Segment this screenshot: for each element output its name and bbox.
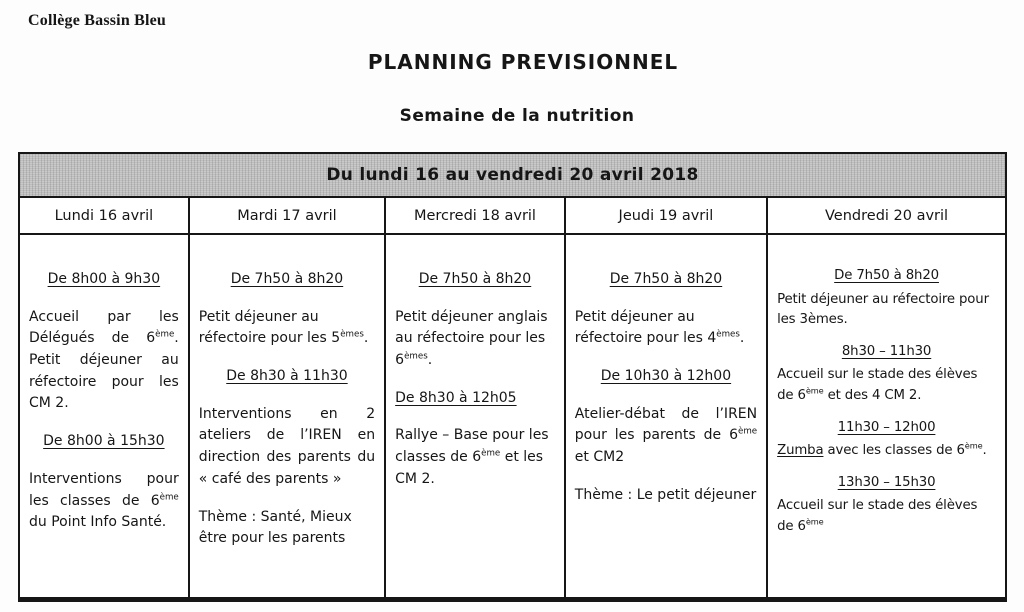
time-heading: De 8h00 à 15h30	[43, 433, 165, 450]
activity-text: Petit déjeuner au réfectoire pour les 3èmes.	[777, 291, 989, 328]
time-heading: 13h30 – 15h30	[837, 474, 936, 490]
time-heading: De 7h50 à 8h20	[834, 268, 939, 283]
activity-text: Interventions pour les classes de 6ème du Point Info Santé.	[29, 470, 179, 531]
activity-text: Atelier-débat de l’IREN pour les parents de 6ème et CM2	[574, 405, 758, 466]
activity-text: Thème : Le petit déjeuner	[574, 486, 757, 503]
day-header-3: Mercredi 18 avril	[385, 197, 565, 234]
activity-text: Accueil sur le stade des élèves de 6ème	[777, 498, 978, 535]
day-header-row	[19, 197, 1006, 234]
activity-text: Petit déjeuner au réfectoire pour les 5èmes.	[198, 308, 369, 347]
day-header-2: Mardi 17 avril	[189, 197, 385, 234]
day-column-3	[385, 234, 565, 600]
time-heading: De 8h30 à 12h05	[395, 389, 517, 406]
school-name: Collège Bassin Bleu	[28, 12, 167, 29]
time-heading: 11h30 – 12h00	[837, 419, 936, 435]
activity-text: Rallye – Base pour les classes de 6ème et les CM 2.	[395, 427, 549, 487]
day-column-2	[189, 234, 385, 600]
activity-text: Thème : Santé, Mieux être pour les parents	[198, 508, 352, 547]
schedule-body-row	[19, 234, 1006, 600]
time-heading: De 8h30 à 11h30	[226, 368, 348, 385]
activity-text: Petit déjeuner au réfectoire pour les 4èmes.	[574, 308, 745, 347]
time-heading: De 7h50 à 8h20	[609, 271, 723, 287]
time-heading: De 8h00 à 9h30	[47, 271, 161, 287]
time-heading: De 10h30 à 12h00	[600, 368, 732, 385]
day-header-5: Vendredi 20 avril	[767, 197, 1006, 234]
table-banner: Du lundi 16 au vendredi 20 avril 2018	[19, 153, 1006, 197]
day-header-4: Jeudi 19 avril	[565, 197, 767, 234]
planning-table	[18, 152, 1007, 602]
page-subtitle: Semaine de la nutrition	[399, 106, 635, 126]
activity-text: Accueil sur le stade des élèves de 6ème et des 4 CM 2.	[777, 367, 978, 404]
time-heading: De 7h50 à 8h20	[418, 271, 532, 287]
activity-text: Petit déjeuner anglais au réfectoire pour les 6èmes.	[395, 308, 548, 369]
time-heading: 8h30 – 11h30	[841, 343, 932, 359]
day-column-5	[767, 234, 1006, 600]
day-column-1	[19, 234, 189, 600]
activity-text: Zumba avec les classes de 6ème.	[777, 440, 987, 459]
time-heading: De 7h50 à 8h20	[230, 271, 344, 287]
page-title: PLANNING PREVISIONNEL	[367, 50, 679, 74]
day-column-4	[565, 234, 767, 600]
activity-text: Accueil par les Délégués de 6ème. Petit déjeuner au réfectoire pour les CM 2.	[29, 308, 179, 412]
activity-text: Interventions en 2 ateliers de l’IREN en direction des parents du « café des parents »	[198, 405, 376, 487]
day-header-1: Lundi 16 avril	[19, 197, 189, 234]
